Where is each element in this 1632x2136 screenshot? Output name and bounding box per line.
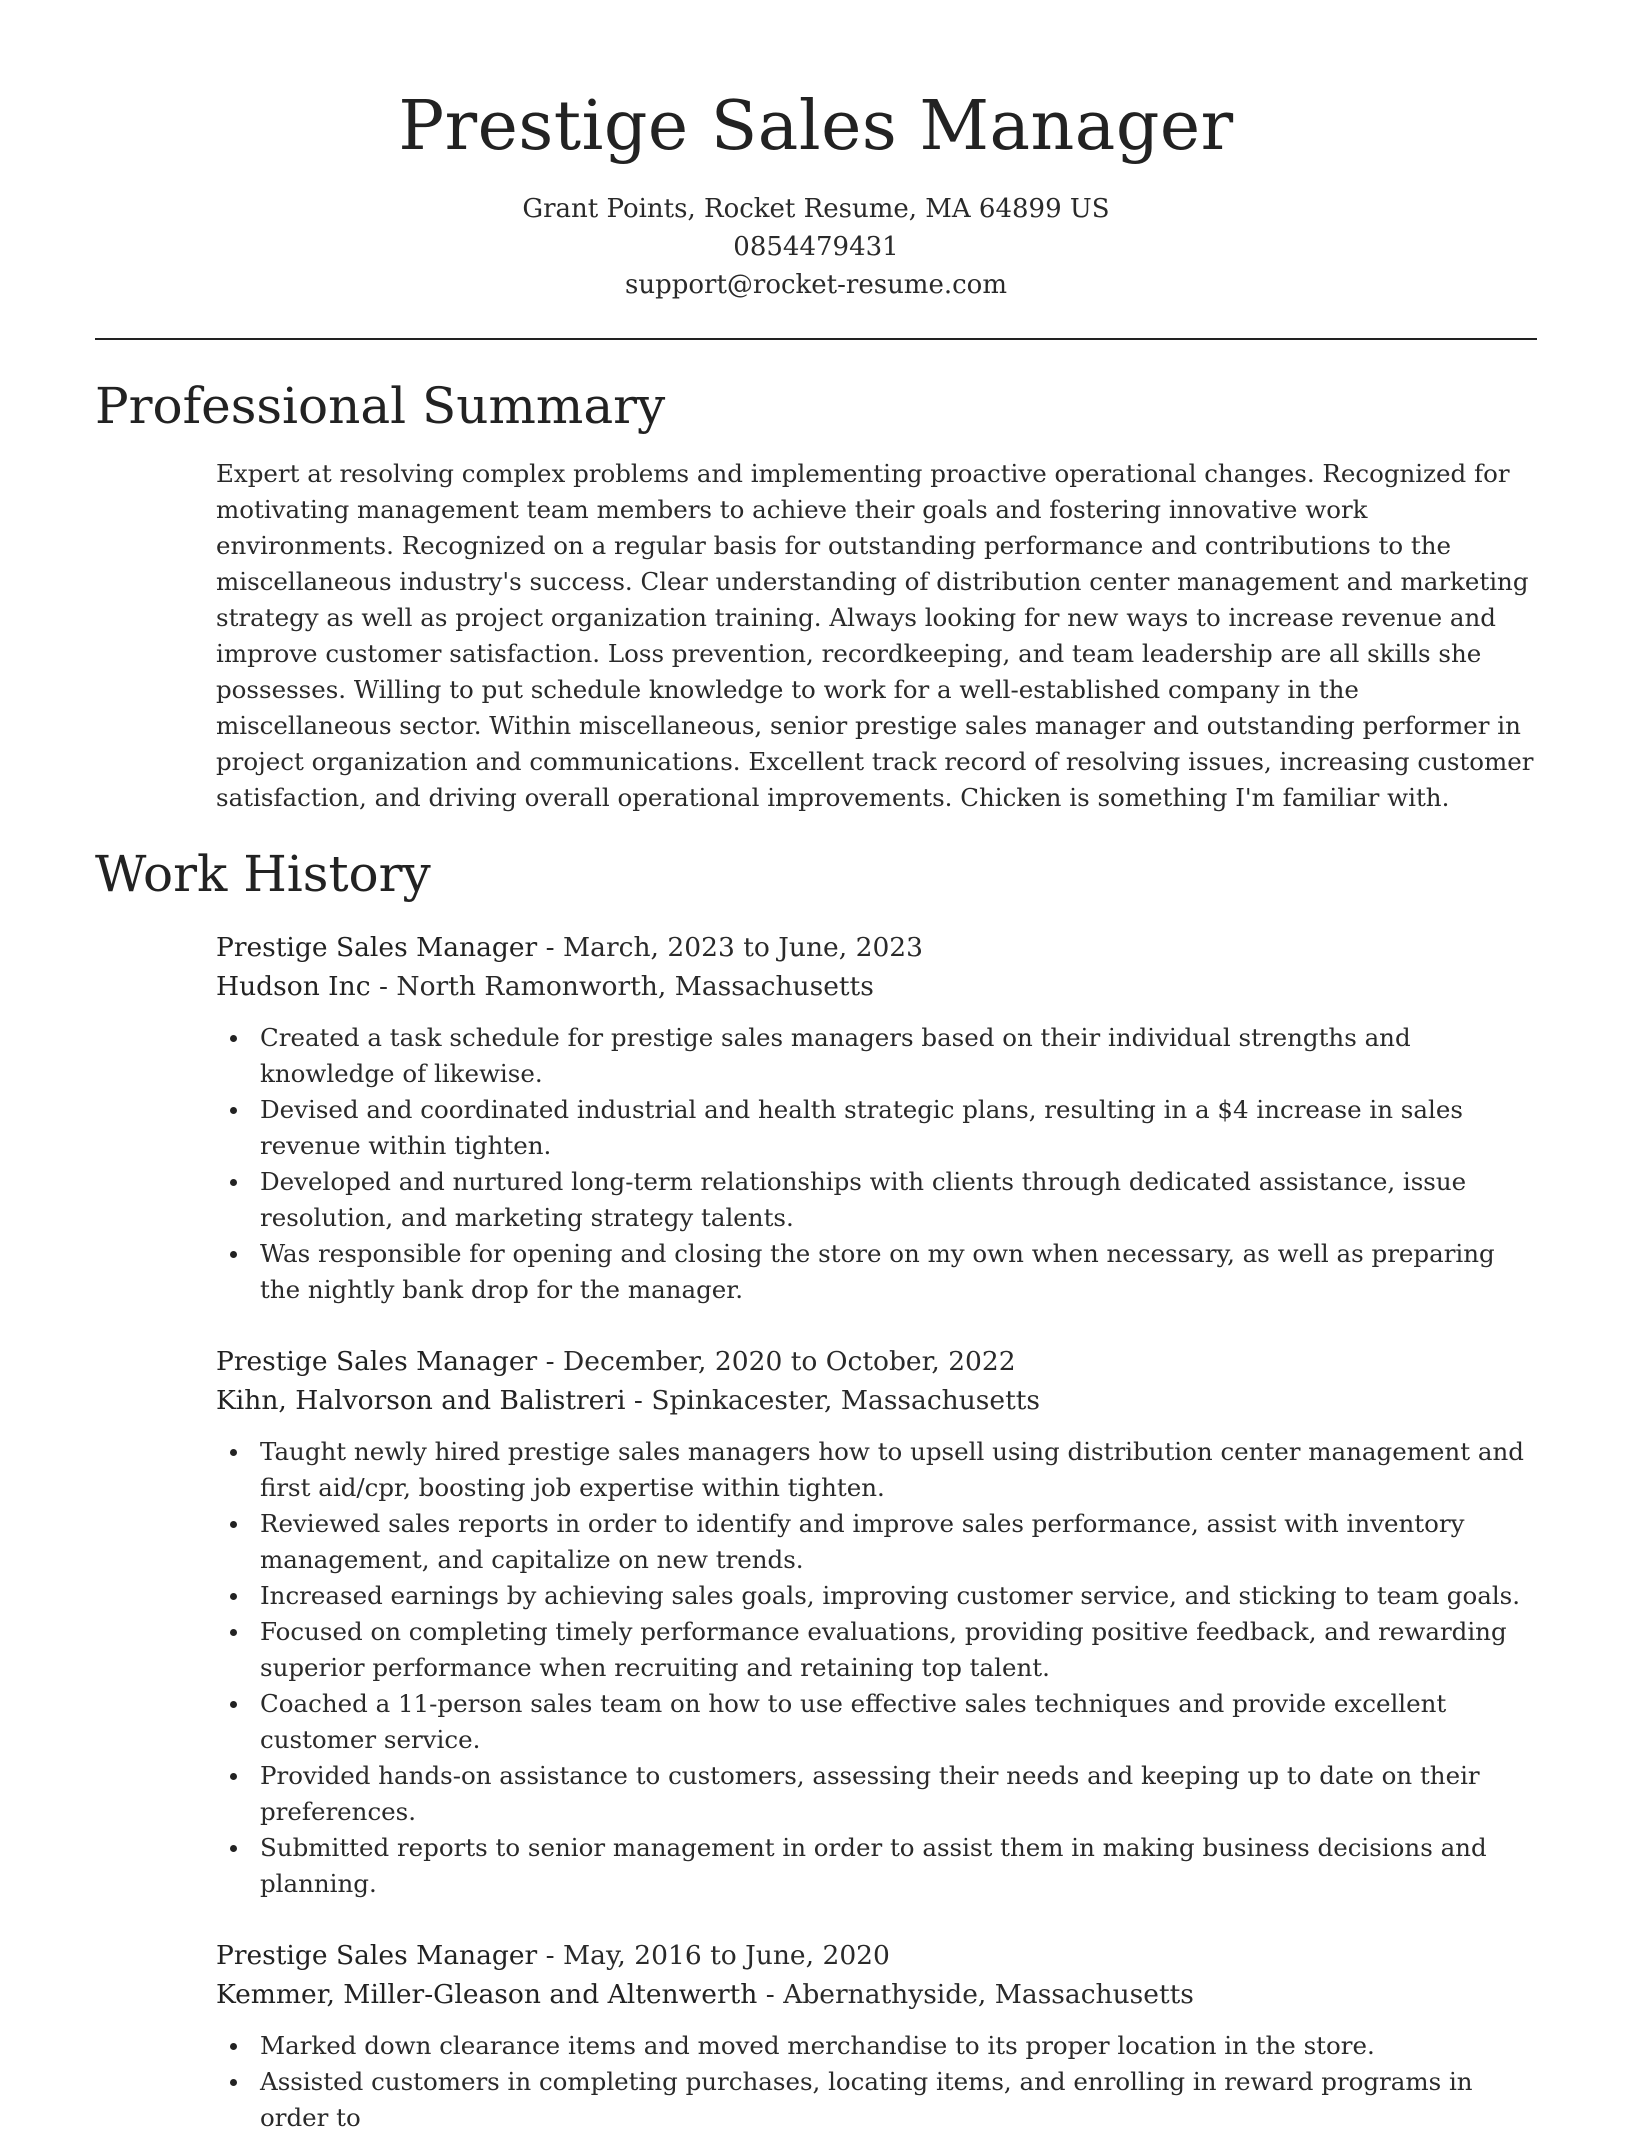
- job-entry: [216, 928, 1537, 1308]
- job-bullet: [216, 1758, 1537, 1830]
- job-bullet: [216, 1506, 1537, 1578]
- job-entry: [216, 1342, 1537, 1902]
- job-separator: -: [537, 1346, 564, 1377]
- job-bullet-text: Developed and nurtured long-term relationships with clients through dedicated assistance, issue resolution, and marketing strategy talents.: [260, 1167, 1467, 1232]
- job-bullet: [216, 1434, 1537, 1506]
- section-title-summary: Professional Summary: [95, 377, 666, 435]
- job-location: North Ramonworth, Massachusetts: [396, 971, 874, 1002]
- contact-email: support@rocket-resume.com: [624, 270, 1007, 300]
- job-bullet-text: Reviewed sales reports in order to identify and improve sales performance, assist with inventory management, and capitalize on new trends.: [260, 1509, 1465, 1574]
- job-bullet: [216, 1164, 1537, 1236]
- job-bullet: [216, 1614, 1537, 1686]
- job-bullet-text: Coached a 11-person sales team on how to use effective sales techniques and provide excellent customer service.: [260, 1689, 1447, 1754]
- job-company: Kihn, Halvorson and Balistreri: [216, 1385, 626, 1416]
- bullet-dot-icon: [230, 1629, 237, 1636]
- bullet-dot-icon: [230, 1593, 237, 1600]
- job-bullet-text: Submitted reports to senior management in order to assist them in making business decisions and planning.: [260, 1833, 1487, 1898]
- bullet-dot-icon: [230, 1107, 237, 1114]
- job-separator: -: [537, 1940, 564, 1971]
- job-separator: -: [537, 932, 564, 963]
- bullet-dot-icon: [230, 1845, 237, 1852]
- professional-summary-section: [95, 376, 1537, 816]
- job-bullet: [216, 1236, 1537, 1308]
- job-separator: -: [757, 1979, 784, 2010]
- job-bullet: [216, 1092, 1537, 1164]
- job-bullet-text: Devised and coordinated industrial and health strategic plans, resulting in a $4 increase in sales revenue within tighten.: [260, 1095, 1463, 1160]
- job-bullet-list: [216, 1434, 1537, 1902]
- job-title-line: [216, 1936, 1537, 1975]
- job-bullet: [216, 1830, 1537, 1902]
- job-bullet: [216, 2064, 1537, 2136]
- job-bullet-text: Marked down clearance items and moved merchandise to its proper location in the store.: [260, 2031, 1375, 2060]
- bullet-dot-icon: [230, 1179, 237, 1186]
- bullet-dot-icon: [230, 2043, 237, 2050]
- job-bullet: [216, 1686, 1537, 1758]
- contact-phone: 0854479431: [733, 232, 899, 262]
- job-dates: May, 2016 to June, 2020: [563, 1940, 890, 1971]
- job-position: Prestige Sales Manager: [216, 932, 538, 963]
- summary-text: Expert at resolving complex problems and implementing proactive operational changes. Recognized for motivating management team members to achieve their goals and fostering innovative work environments. Recognized on a regular basis for outstanding performance and contributions to the miscellaneous industry's success. Clear understanding of distribution center management and marketing strategy as well as project organization training. Always looking for new ways to increase revenue and improve customer satisfaction. Loss prevention, recordkeeping, and team leadership are all skills she possesses. Willing to put schedule knowledge to work for a well-established company in the miscellaneous sector. Within miscellaneous, senior prestige sales manager and outstanding performer in project organization and communications. Excellent track record of resolving issues, increasing customer satisfaction, and driving overall operational improvements. Chicken is something I'm familiar with.: [216, 459, 1534, 812]
- bullet-dot-icon: [230, 1773, 237, 1780]
- work-history-section: [95, 844, 1537, 2136]
- contact-address: Grant Points, Rocket Resume, MA 64899 US: [522, 194, 1110, 224]
- job-bullet-text: Provided hands-on assistance to customers, assessing their needs and keeping up to date on their preferences.: [260, 1761, 1480, 1826]
- job-bullet-text: Assisted customers in completing purchases, locating items, and enrolling in reward programs in order to: [260, 2067, 1473, 2132]
- job-location: Abernathyside, Massachusetts: [783, 1979, 1194, 2010]
- candidate-name: Prestige Sales Manager: [398, 87, 1234, 166]
- job-bullet-text: Was responsible for opening and closing the store on my own when necessary, as well as preparing the nightly bank drop for the manager.: [260, 1239, 1495, 1304]
- section-title-work-history: Work History: [95, 845, 431, 903]
- job-separator: -: [625, 1385, 652, 1416]
- job-company: Kemmer, Miller-Gleason and Altenwerth: [216, 1979, 758, 2010]
- job-dates: March, 2023 to June, 2023: [563, 932, 924, 963]
- bullet-dot-icon: [230, 1701, 237, 1708]
- header-divider: [95, 338, 1537, 340]
- bullet-dot-icon: [230, 1035, 237, 1042]
- job-dates: December, 2020 to October, 2022: [563, 1346, 1016, 1377]
- bullet-dot-icon: [230, 1521, 237, 1528]
- job-bullet: [216, 1578, 1537, 1614]
- job-bullet-list: [216, 1020, 1537, 1308]
- job-position: Prestige Sales Manager: [216, 1940, 538, 1971]
- job-bullet-text: Taught newly hired prestige sales managers how to upsell using distribution center management and first aid/cpr, boosting job expertise within tighten.: [260, 1437, 1524, 1502]
- bullet-dot-icon: [230, 1251, 237, 1258]
- job-title-line: [216, 928, 1537, 967]
- job-title-line: [216, 1342, 1537, 1381]
- job-location: Spinkacester, Massachusetts: [651, 1385, 1040, 1416]
- job-entry: [216, 1936, 1537, 2136]
- bullet-dot-icon: [230, 2079, 237, 2086]
- job-bullet-text: Focused on completing timely performance evaluations, providing positive feedback, and rewarding superior performance when recruiting and retaining top talent.: [260, 1617, 1507, 1682]
- job-company-line: [216, 967, 1537, 1006]
- job-bullet-list: [216, 2028, 1537, 2136]
- job-bullet-text: Created a task schedule for prestige sales managers based on their individual strengths and knowledge of likewise.: [260, 1023, 1411, 1088]
- resume-header: [95, 0, 1537, 304]
- job-bullet-text: Increased earnings by achieving sales goals, improving customer service, and sticking to team goals.: [260, 1581, 1521, 1610]
- job-bullet: [216, 1020, 1537, 1092]
- job-position: Prestige Sales Manager: [216, 1346, 538, 1377]
- job-company: Hudson Inc: [216, 971, 371, 1002]
- job-separator: -: [370, 971, 397, 1002]
- job-bullet: [216, 2028, 1537, 2064]
- bullet-dot-icon: [230, 1449, 237, 1456]
- job-company-line: [216, 1381, 1537, 1420]
- job-company-line: [216, 1975, 1537, 2014]
